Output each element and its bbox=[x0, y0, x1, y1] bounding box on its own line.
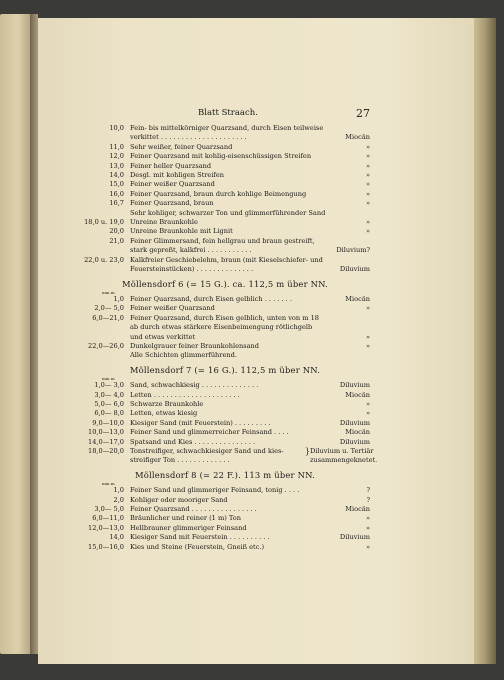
depth-value: 22,0—26,0 bbox=[88, 341, 124, 350]
table-row bbox=[80, 419, 370, 428]
layer-description: Feiner Quarzsand . . . . . . . . . . . . . . . . bbox=[130, 505, 257, 514]
table-row bbox=[80, 400, 370, 409]
table-row bbox=[80, 246, 370, 255]
layer-description: Spatsand und Kies . . . . . . . . . . . . . . . bbox=[130, 437, 256, 446]
depth-value bbox=[80, 351, 130, 360]
depth-value: 2,0— 5,0 bbox=[94, 304, 124, 313]
formation-value: » bbox=[365, 142, 370, 151]
layer-description: Sehr kohliger, schwarzer Ton und glimmerführender Sand bbox=[130, 208, 326, 217]
table-row bbox=[80, 256, 370, 265]
formation-value: » bbox=[365, 189, 370, 198]
layer-description: Feiner Sand und glimmeriger Feinsand, tonig . . . . bbox=[130, 486, 300, 495]
units-label: mm m bbox=[102, 376, 115, 382]
table-row bbox=[80, 486, 370, 495]
table-row bbox=[80, 496, 370, 505]
formation-value: » bbox=[365, 180, 370, 189]
table-row bbox=[80, 438, 370, 447]
page-stack-edge bbox=[474, 18, 496, 664]
depth-value: 15,0—16,0 bbox=[88, 542, 124, 551]
depth-value: 12,0 bbox=[109, 152, 124, 161]
table-row bbox=[80, 333, 370, 342]
formation-value: Diluvium bbox=[339, 265, 370, 274]
depth-value: 16,7 bbox=[109, 199, 124, 208]
depth-value: 18,0 u. 19,0 bbox=[84, 218, 124, 227]
layer-description: Unreine Braunkohle mit Lignit bbox=[130, 227, 233, 236]
depth-value bbox=[80, 209, 130, 218]
formation-value: Diluvium bbox=[339, 533, 370, 542]
layer-description: Kalkfreier Geschiebelehm, braun (mit Kieselschiefer- und bbox=[130, 255, 323, 264]
table-row bbox=[80, 409, 370, 418]
formation-value: » bbox=[365, 161, 370, 170]
left-page-edge bbox=[0, 14, 30, 654]
depth-value: 21,0 bbox=[109, 236, 124, 245]
formation-value: Diluvium? bbox=[336, 246, 370, 255]
formation-value: Diluvium u. Tertiär bbox=[310, 447, 374, 455]
layer-description: Desgl. mit kohligen Streifen bbox=[130, 171, 225, 180]
depth-value bbox=[80, 323, 130, 332]
formation-value: » bbox=[365, 304, 370, 313]
formation-value: Miocän bbox=[345, 428, 370, 437]
table-row bbox=[80, 265, 370, 274]
table-row bbox=[80, 428, 370, 437]
formation-value: » bbox=[365, 332, 370, 341]
formation-value bbox=[326, 237, 370, 246]
layer-description: Letten . . . . . . . . . . . . . . . . . . . . . bbox=[130, 390, 240, 399]
layer-description: Unreine Braunkohle bbox=[130, 218, 198, 227]
formation-value: » bbox=[365, 409, 370, 418]
table-row bbox=[80, 514, 370, 523]
formation-value: ? bbox=[366, 495, 370, 504]
formation-note bbox=[310, 447, 378, 466]
table-row bbox=[80, 505, 370, 514]
layer-description-line: Tonstreifiger, schwachkiesiger Sand und kies- bbox=[130, 447, 284, 455]
layer-description bbox=[130, 447, 305, 466]
depth-value: 14,0—17,0 bbox=[88, 437, 124, 446]
depth-value: 2,0 bbox=[113, 495, 124, 504]
depth-value: 1,0 bbox=[113, 486, 124, 495]
layer-description: Schwarze Braunkohle bbox=[130, 399, 204, 408]
depth-value: 14,0 bbox=[109, 533, 124, 542]
formation-value bbox=[326, 256, 370, 265]
depth-value: 6,0—11,0 bbox=[92, 514, 124, 523]
depth-value: 22,0 u. 23,0 bbox=[84, 255, 124, 264]
page-content bbox=[80, 124, 378, 552]
depth-value: 12,0—13,0 bbox=[88, 523, 124, 532]
layer-description: Feuersteinstücken) . . . . . . . . . . . . . . bbox=[130, 265, 254, 274]
layer-description: ab durch etwas stärkere Eisenbeimengung rötlichgelb bbox=[130, 323, 313, 332]
section-heading: Möllensdorf 8 (= 22 F.). 113 m über NN. bbox=[134, 469, 316, 480]
section-heading: Möllensdorf 6 (= 15 G.). ca. 112,5 m über NN. bbox=[121, 278, 329, 289]
units-label: mm m bbox=[102, 289, 115, 295]
table-row bbox=[80, 295, 370, 304]
formation-value: » bbox=[365, 341, 370, 350]
boring-section bbox=[80, 295, 370, 361]
table-row bbox=[80, 124, 370, 133]
formation-value: » bbox=[365, 542, 370, 551]
layer-description: Sehr weißer, feiner Quarzsand bbox=[130, 142, 233, 151]
formation-value bbox=[326, 351, 370, 360]
depth-value: 13,0 bbox=[109, 161, 124, 170]
table-row bbox=[80, 323, 370, 332]
table-row bbox=[80, 351, 370, 360]
formation-value: Miocän bbox=[345, 505, 370, 514]
formation-value: ? bbox=[366, 486, 370, 495]
table-row bbox=[80, 391, 370, 400]
layer-description: Kiesiger Sand (mit Feuerstein) . . . . . . . . . bbox=[130, 418, 271, 427]
depth-value bbox=[80, 133, 130, 142]
formation-value: Diluvium bbox=[339, 437, 370, 446]
table-row bbox=[80, 314, 370, 323]
table-row bbox=[80, 152, 370, 161]
layer-description: stark gepreßt, kalkfrei . . . . . . . . . . . bbox=[130, 246, 252, 255]
formation-value: Miocän bbox=[345, 294, 370, 303]
table-row bbox=[80, 304, 370, 313]
depth-value: 14,0 bbox=[109, 171, 124, 180]
depth-value: 15,0 bbox=[109, 180, 124, 189]
boring-section bbox=[80, 381, 370, 447]
formation-value: Miocän bbox=[345, 133, 370, 142]
formation-value: Diluvium bbox=[339, 381, 370, 390]
layer-description: Bräunlicher und reiner (1 m) Ton bbox=[130, 514, 241, 523]
depth-value: 5,0— 6,0 bbox=[94, 399, 124, 408]
page-number: 27 bbox=[356, 107, 370, 120]
table-row bbox=[80, 237, 370, 246]
depth-value: 9,0—10,0 bbox=[92, 418, 124, 427]
formation-value: » bbox=[365, 514, 370, 523]
layer-description: Feiner Quarzsand, durch Eisen gelblich, unten von m 18 bbox=[130, 313, 319, 322]
layer-description: Kiesiger Sand mit Feuerstein . . . . . . . . . . bbox=[130, 533, 270, 542]
depth-value: 16,0 bbox=[109, 189, 124, 198]
layer-description: Feiner Quarzsand, braun bbox=[130, 199, 214, 208]
units-label: mm m bbox=[102, 481, 115, 487]
layer-description: Feiner Sand und glimmerreicher Feinsand . . . . bbox=[130, 428, 289, 437]
layer-description: und etwas verkittet bbox=[130, 332, 196, 341]
layer-description: Feiner Quarzsand mit kohlig-eisenschüssigen Streifen bbox=[130, 152, 312, 161]
depth-value: 18,0—20,0 bbox=[88, 447, 124, 455]
layer-description: Feiner Glimmersand, fein hellgrau und braun gestreift, bbox=[130, 236, 315, 245]
boring-section bbox=[80, 486, 370, 552]
depth-value: 6,0— 8,0 bbox=[94, 409, 124, 418]
layer-description: Kohliger oder mooriger Sand bbox=[130, 495, 228, 504]
depth-value: 3,0— 5,0 bbox=[94, 505, 124, 514]
running-header: Blatt Straach. bbox=[198, 108, 258, 118]
depth-value: 3,0— 4,0 bbox=[94, 390, 124, 399]
depth-value: 1,0 bbox=[113, 294, 124, 303]
formation-value bbox=[326, 323, 370, 332]
layer-description: Alle Schichten glimmerführend. bbox=[130, 351, 237, 360]
table-row bbox=[80, 227, 370, 236]
boring-section-continued bbox=[80, 124, 370, 275]
formation-value: » bbox=[365, 227, 370, 236]
table-row bbox=[80, 381, 370, 390]
table-row bbox=[80, 180, 370, 189]
brace-icon: } bbox=[304, 447, 310, 456]
layer-description: Feiner weißer Quarzsand bbox=[130, 180, 215, 189]
layer-description: Kies und Steine (Feuerstein, Gneiß etc.) bbox=[130, 542, 265, 551]
table-row bbox=[80, 533, 370, 542]
layer-description: Feiner Quarzsand, durch Eisen gelblich . . . . . . . bbox=[130, 294, 292, 303]
table-row bbox=[80, 171, 370, 180]
depth-value: 10,0 bbox=[109, 124, 124, 132]
table-row bbox=[80, 218, 370, 227]
formation-value bbox=[326, 209, 370, 218]
layer-description: Feiner heller Quarzsand bbox=[130, 161, 212, 170]
table-row bbox=[80, 543, 370, 552]
formation-value bbox=[326, 124, 370, 133]
layer-description: Sand, schwachkiesig . . . . . . . . . . . . . . bbox=[130, 381, 259, 390]
layer-description: Letten, etwas kiesig bbox=[130, 409, 198, 418]
depth-value bbox=[80, 333, 130, 342]
formation-value: Miocän bbox=[345, 390, 370, 399]
layer-description: Dunkelgrauer feiner Braunkohlensand bbox=[130, 341, 260, 350]
formation-value: » bbox=[365, 218, 370, 227]
depth-value bbox=[80, 265, 130, 274]
formation-value: Diluvium bbox=[339, 418, 370, 427]
layer-description: Feiner Quarzsand, braun durch kohlige Beimengung bbox=[130, 189, 307, 198]
book-gutter bbox=[30, 14, 38, 654]
formation-value: » bbox=[365, 152, 370, 161]
depth-value: 6,0—21,0 bbox=[92, 313, 124, 322]
depth-value bbox=[80, 246, 130, 255]
table-row bbox=[80, 162, 370, 171]
layer-description: Fein- bis mittelkörniger Quarzsand, durch Eisen teilweise bbox=[130, 124, 324, 132]
table-row bbox=[80, 133, 370, 142]
layer-description-line: streifiger Ton . . . . . . . . . . . . . bbox=[130, 456, 230, 465]
table-row bbox=[80, 190, 370, 199]
table-row bbox=[80, 199, 370, 208]
section-heading: Möllensdorf 7 (= 16 G.). 112,5 m über NN. bbox=[129, 364, 321, 375]
formation-value: » bbox=[365, 523, 370, 532]
formation-value: zusammengeknetet. bbox=[310, 456, 378, 465]
depth-value: 11,0 bbox=[109, 142, 124, 151]
formation-value: » bbox=[365, 199, 370, 208]
layer-description: Hellbrauner glimmeriger Feinsand bbox=[130, 523, 247, 532]
formation-value: » bbox=[365, 399, 370, 408]
table-row bbox=[80, 524, 370, 533]
table-row bbox=[80, 342, 370, 351]
depth-value: 10,0—13,0 bbox=[88, 428, 124, 437]
formation-value bbox=[326, 314, 370, 323]
depth-value: 20,0 bbox=[109, 227, 124, 236]
table-row bbox=[80, 209, 370, 218]
depth-value: 1,0— 3,0 bbox=[94, 381, 124, 390]
layer-description: Feiner weißer Quarzsand bbox=[130, 304, 215, 313]
layer-description: verkittet . . . . . . . . . . . . . . . . . . . . . bbox=[130, 133, 247, 142]
table-row bbox=[80, 447, 378, 466]
table-row bbox=[80, 143, 370, 152]
formation-value: » bbox=[365, 171, 370, 180]
